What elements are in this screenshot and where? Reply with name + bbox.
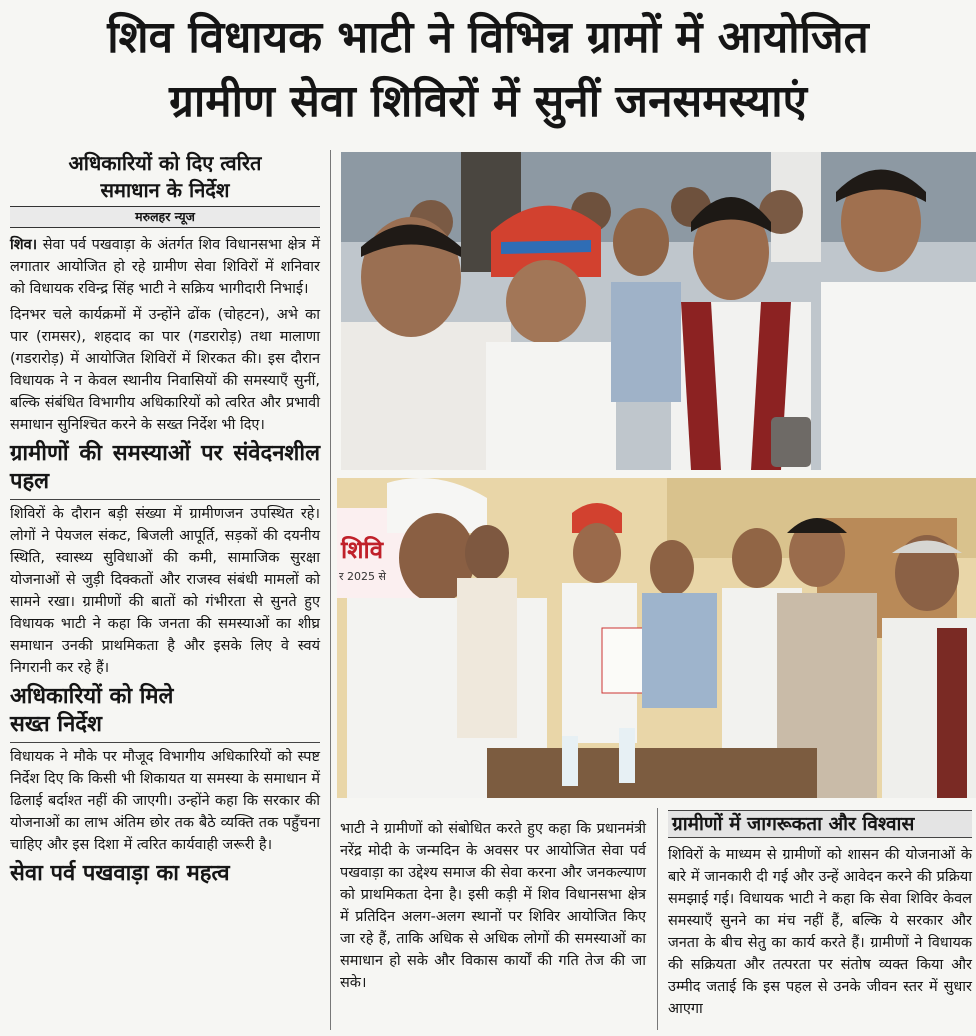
right-para: शिविरों के माध्यम से ग्रामीणों को शासन की योजनाओं के बारे में जानकारी दी गई और उन्हें आवेदन करने की प्रक्रिया समझाई गई। विधायक भाटी ने कहा कि सेवा शिविर केवल समस्याएँ सुनने का मंच नहीं हैं, बल्कि ये सरकार और जनता के बीच सेतु का कार्य करते हैं। ग्रामीणों ने विधायक की सक्रियता और तत्परता पर संतोष व्यक्त किया और उम्मीद जताई कि इस पहल से उनके जीवन स्तर में सुधार आएगा [668,847,972,1017]
byline: मरुलहर न्यूज [10,206,320,228]
section-heading-3 [10,683,320,739]
headline-line-2: ग्रामीण सेवा शिविरों में सुनीं जनसमस्याएं [169,76,807,127]
heading-3-line-1: अधिकारियों को मिले [10,684,174,709]
divider [10,742,320,743]
divider [10,499,320,500]
article-para-3: शिविरों के दौरान बड़ी संख्या में ग्रामीणजन उपस्थित रहे। लोगों ने पेयजल संकट, बिजली आपूर्ति, सड़कों की दयनीय स्थिति, स्वास्थ्य सुविधाओं की कमी, सामाजिक सुरक्षा योजनाओं से जुड़ी दिक्कतों और राजस्व संबंधी मामलों को सामने रखा। ग्रामीणों की बातों को गंभीरता से सुनते हुए विधायक भाटी ने कहा कि जनता की समस्याओं का शीघ्र समाधान उनकी प्राथमिकता है और इसके लिए वे स्वयं निगरानी कर रहे हैं। [10,506,320,676]
photo-camp-document-handover [337,478,976,798]
article-para-1 [10,234,320,300]
middle-column [340,818,646,998]
left-column [10,150,320,888]
banner-small-text: र 2025 से [339,570,386,583]
right-column [668,810,972,1024]
column-divider [330,150,331,1030]
photo-mla-with-villagers [341,152,976,470]
right-heading: ग्रामीणों में जागरूकता और विश्वास [668,810,972,838]
left-subhead [10,150,320,204]
heading-3-line-2: सख्त निर्देश [10,712,102,737]
section-heading-4: सेवा पर्व पखवाड़ा का महत्व [10,861,230,886]
column-divider [657,808,658,1030]
subhead-line-1: अधिकारियों को दिए त्वरित [68,151,262,175]
headline [0,6,976,134]
article-para-2: दिनभर चले कार्यक्रमों में उन्होंने ढोंक (चोहटन), अभे का पार (रामसर), शहदाद का पार (गडरारोड़) तथा मालाणा (गडरारोड़) में आयोजित शिविरों में शिरकत की। इस दौरान विधायक ने न केवल स्थानीय निवासियों की समस्याएँ सुनीं, बल्कि संबंधित विभागीय अधिकारियों को त्वरित और प्रभावी समाधान सुनिश्चित करने के सख्त निर्देश भी दिए। [10,307,320,433]
dateline: शिव। [10,237,38,253]
section-heading-2: ग्रामीणों की समस्याओं पर संवेदनशील पहल [10,441,320,494]
middle-para: भाटी ने ग्रामीणों को संबोधित करते हुए कहा कि प्रधानमंत्री नरेंद्र मोदी के जन्मदिन के अवसर पर आयोजित सेवा पर्व पखवाड़ा का उद्देश्य समाज की सेवा करना और जनकल्याण को प्राथमिकता देना है। इसी कड़ी में शिव विधानसभा क्षेत्र में प्रतिदिन अलग-अलग स्थानों पर शिविर आयोजित किए जा रहे हैं, ताकि अधिक से अधिक लोगों की समस्याओं का समाधान हो सके और विकास कार्यों की गति तेज की जा सके। [340,821,646,991]
banner-text: शिवि [341,536,384,564]
subhead-line-2: समाधान के निर्देश [100,178,230,202]
headline-line-1: शिव विधायक भाटी ने विभिन्न ग्रामों में आयोजित [107,12,869,63]
para-1-text: सेवा पर्व पखवाड़ा के अंतर्गत शिव विधानसभा क्षेत्र में लगातार आयोजित हो रहे ग्रामीण सेवा शिविरों में शनिवार को विधायक रविन्द्र सिंह भाटी ने सक्रिय भागीदारी निभाई। [10,237,321,297]
article-para-4: विधायक ने मौके पर मौजूद विभागीय अधिकारियों को स्पष्ट निर्देश दिए कि किसी भी शिकायत या समस्या के समाधान में ढिलाई बर्दाश्त नहीं की जाएगी। उन्होंने कहा कि सरकार की योजनाओं का लाभ अंतिम छोर तक बैठे व्यक्ति तक पहुँचना चाहिए और इस दिशा में त्वरित कार्यवाही जरूरी है। [10,749,320,853]
